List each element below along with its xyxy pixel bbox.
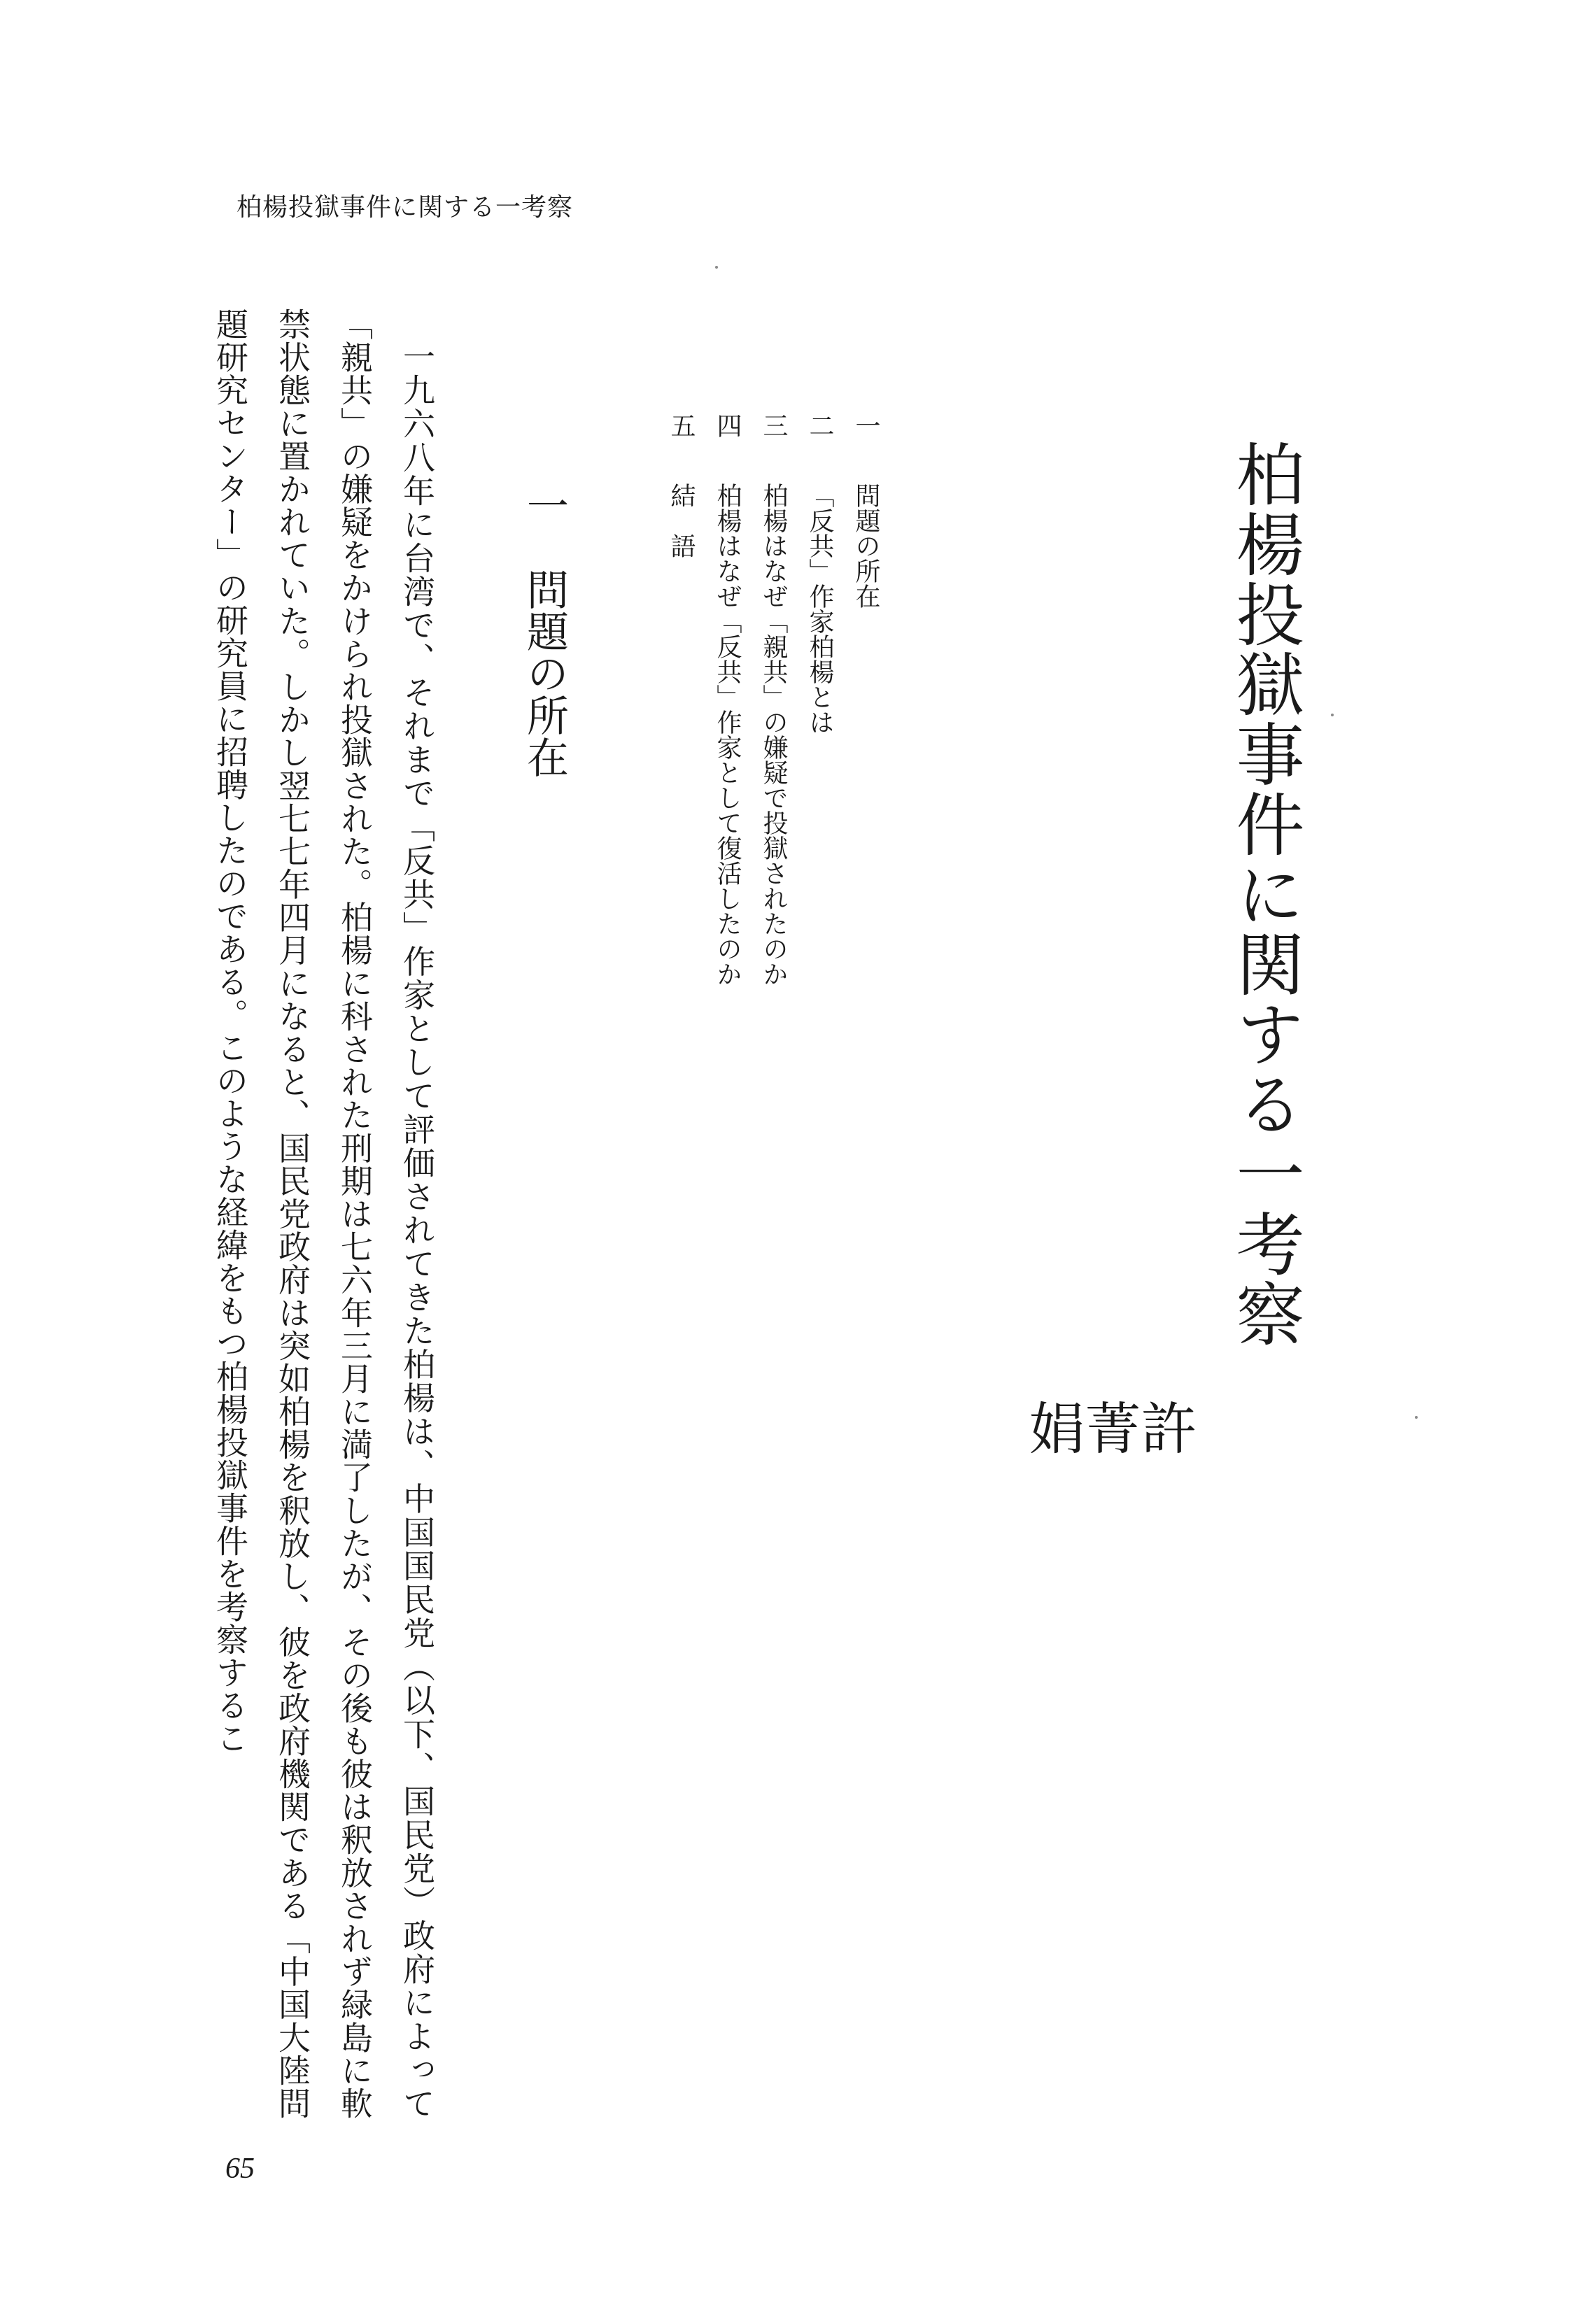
author-char-2: 菁 xyxy=(1075,1399,1141,1455)
toc-item-number: 二 xyxy=(805,413,834,438)
toc-item-1 xyxy=(842,413,889,986)
page-number: 65 xyxy=(225,2153,255,2185)
section-heading xyxy=(520,484,569,778)
toc-item-4 xyxy=(704,413,750,986)
body-text xyxy=(199,308,448,2120)
toc-item-label: 結 語 xyxy=(667,483,696,558)
toc-item-number: 三 xyxy=(759,413,788,438)
scan-speck xyxy=(1331,714,1334,716)
toc-item-label: 柏楊はなぜ「反共」作家として復活したのか xyxy=(713,483,742,986)
toc-item-2 xyxy=(796,413,842,986)
toc-item-3 xyxy=(750,413,796,986)
section-title: 問題の所在 xyxy=(520,568,569,778)
author-char-1: 許 xyxy=(1131,1399,1197,1455)
author-char-3: 娟 xyxy=(1020,1399,1085,1455)
toc-item-label: 柏楊はなぜ「親共」の嫌疑で投獄されたのか xyxy=(759,483,788,986)
body-paragraph: 一九六八年に台湾で、それまで「反共」作家として評価されてきた柏楊は、中国国民党（以下、国民党）政府によって「親共」の嫌疑をかけられ投獄された。柏楊に科された刑期は七六年三月に満了したが、その後も彼は釈放されず緑島に軟禁状態に置かれていた。しかし翌七七年四月になると、国民党政府は突如柏楊を釈放し、彼を政府機関である「中国大陸問題研究センター」の研究員に招聘したのである。このような経緯をもつ柏楊投獄事件を考察するこ xyxy=(211,308,436,2120)
author-name xyxy=(1020,1399,1197,1602)
table-of-contents xyxy=(658,413,889,986)
scan-speck xyxy=(1415,1416,1418,1419)
running-head: 柏楊投獄事件に関する一考察 xyxy=(237,193,574,222)
scan-speck xyxy=(715,266,718,269)
toc-item-number: 四 xyxy=(713,413,742,438)
toc-item-number: 一 xyxy=(852,413,880,438)
toc-item-5 xyxy=(658,413,704,986)
toc-item-number: 五 xyxy=(667,413,696,438)
article-title: 柏楊投獄事件に関する一考察 xyxy=(1225,439,1304,1349)
section-number: 一 xyxy=(520,484,569,526)
toc-item-label: 「反共」作家柏楊とは xyxy=(805,483,834,735)
toc-item-label: 問題の所在 xyxy=(852,483,880,609)
